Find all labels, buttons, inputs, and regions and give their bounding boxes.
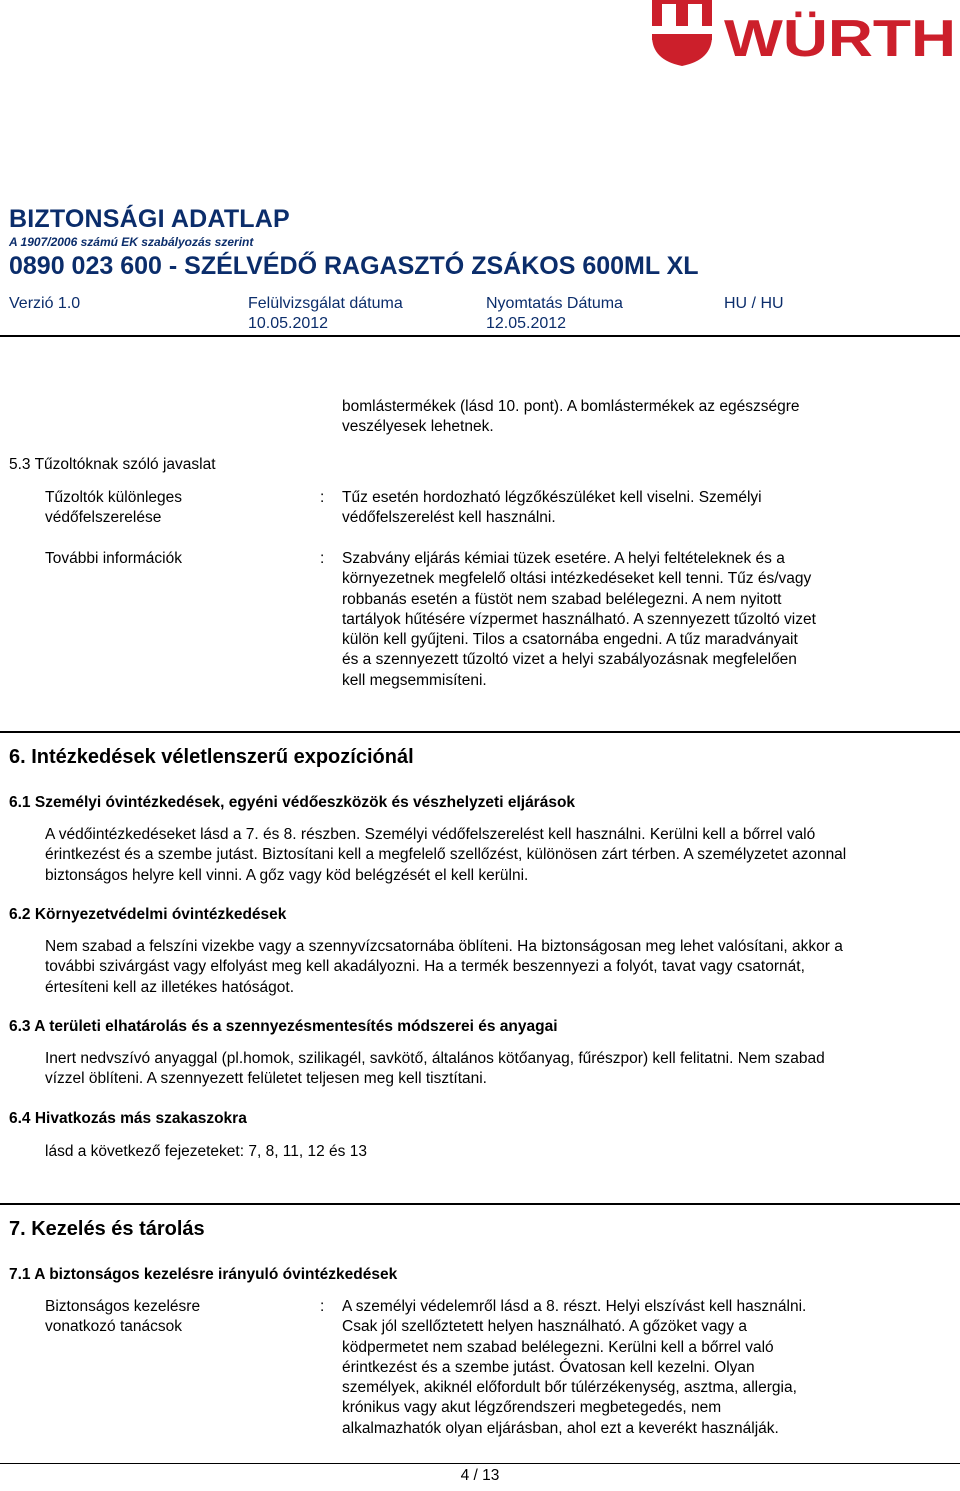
row-value-protective-equipment: Tűz esetén hordozható légzőkészüléket kell viselni. Személyi védőfelszerelést kell használni.	[342, 489, 762, 527]
section-divider	[0, 731, 960, 733]
row-separator: :	[320, 489, 325, 506]
row-separator: :	[320, 1298, 325, 1315]
revision-block	[248, 294, 403, 334]
row-separator: :	[320, 550, 325, 567]
section-6-title: 6. Intézkedések véletlenszerű expozíciónál	[9, 746, 414, 768]
row-value-further-info: Szabvány eljárás kémiai tüzek esetére. A helyi feltételeknek és a környezetnek megfelelő oltási intézkedéseket kell tenni. Tűz és/vagy robbanás esetén a füstöt nem szabad belélegezni. A nem nyitott tartályok hűtésére vízpermet használható. A szennyezett tűzoltó vizet külön kell gyűjteni. Tilos a csatornába engedni. A tűz maradványait és a szennyezett tűzoltó vizet a helyi szabályozásnak megfelelően kell megsemmisíteni.	[342, 550, 816, 689]
row-label-safe-handling: Biztonságos kezelésre vonatkozó tanácsok	[45, 1298, 201, 1336]
footer-divider	[0, 1463, 960, 1464]
row-label-further-info: További információk	[45, 550, 182, 567]
subsection-6-4-title: 6.4 Hivatkozás más szakaszokra	[9, 1110, 247, 1127]
revision-date: 10.05.2012	[248, 315, 329, 332]
row-label-protective-equipment: Tűzoltók különleges védőfelszerelése	[45, 489, 182, 527]
subsection-6-2-text: Nem szabad a felszíni vizekbe vagy a szennyvízcsatornába öblíteni. Ha biztonságosan meg lehet valósítani, akkor a további szivárgást vagy elfolyást meg kell akadályozni. Ha a termék beszennyezi a folyót, tavat vagy csatornát, értesíteni kell az illetékes hatóságot.	[45, 938, 843, 996]
print-block	[486, 294, 623, 334]
language-code: HU / HU	[724, 295, 784, 312]
wurth-logo	[648, 0, 960, 70]
brand-name: WÜRTH	[724, 10, 956, 68]
print-label: Nyomtatás Dátuma	[486, 295, 623, 312]
subsection-6-1-text: A védőintézkedéseket lásd a 7. és 8. részben. Személyi védőfelszerelést kell használni. Kerülni kell a bőrrel való érintkezést és a szembe jutást. Biztosítani kell a megfelelő szellőzést, különösen zárt térben. A személyzetet azonnal biztonságos helyre kell vinni. A gőz vagy köd belégzését el kell kerülni.	[45, 826, 847, 884]
section-7-title: 7. Kezelés és tárolás	[9, 1218, 205, 1240]
print-date: 12.05.2012	[486, 315, 567, 332]
subsection-6-3-text: Inert nedvszívó anyaggal (pl.homok, szilikagél, savkötő, általános kötőanyag, fűrészpor) kell felitatni. Nem szabad vízzel öblíteni. A szennyezett felületet teljesen meg kell tisztítani.	[45, 1050, 825, 1088]
section-divider	[0, 1203, 960, 1205]
subsection-6-3-title: 6.3 A területi elhatárolás és a szennyezésmentesítés módszerei és anyagai	[9, 1018, 558, 1035]
product-title: 0890 023 600 - SZÉLVÉDŐ RAGASZTÓ ZSÁKOS 600ML XL	[9, 252, 699, 280]
header-divider	[0, 335, 960, 337]
revision-label: Felülvizsgálat dátuma	[248, 295, 403, 312]
row-value-safe-handling: A személyi védelemről lásd a 8. részt. Helyi elszívást kell használni. Csak jól szellőztetett helyen használható. A gőzöket vagy a ködpermetet nem szabad belélegezni. Kerülni kell a bőrrel való érintkezést és a szembe jutást. Óvatosan kell kezelni. Olyan személyek, akiknél előfordult bőr túlérzékenység, asztma, allergia, krónikus vagy akut légzőrendszeri megbetegedés, nem alkalmazhatók olyan eljárásban, ahol ezt a keverékt használják.	[342, 1298, 807, 1437]
subsection-5-3-title: 5.3 Tűzoltóknak szóló javaslat	[9, 456, 216, 473]
subsection-7-1-title: 7.1 A biztonságos kezelésre irányuló óvintézkedések	[9, 1266, 398, 1283]
subsection-6-2-title: 6.2 Környezetvédelmi óvintézkedések	[9, 906, 287, 923]
version-label: Verzió 1.0	[9, 295, 81, 312]
regulation-subtitle: A 1907/2006 számú EK szabályozás szerint	[9, 235, 254, 249]
section5-continuation: bomlástermékek (lásd 10. pont). A bomlástermékek az egészségre veszélyesek lehetnek.	[342, 398, 800, 436]
subsection-6-1-title: 6.1 Személyi óvintézkedések, egyéni védőeszközök és vészhelyzeti eljárások	[9, 794, 576, 811]
document-title: BIZTONSÁGI ADATLAP	[9, 205, 290, 233]
page-number: 4 / 13	[460, 1467, 500, 1484]
subsection-6-4-text: lásd a következő fejezeteket: 7, 8, 11, 12 és 13	[45, 1143, 367, 1160]
